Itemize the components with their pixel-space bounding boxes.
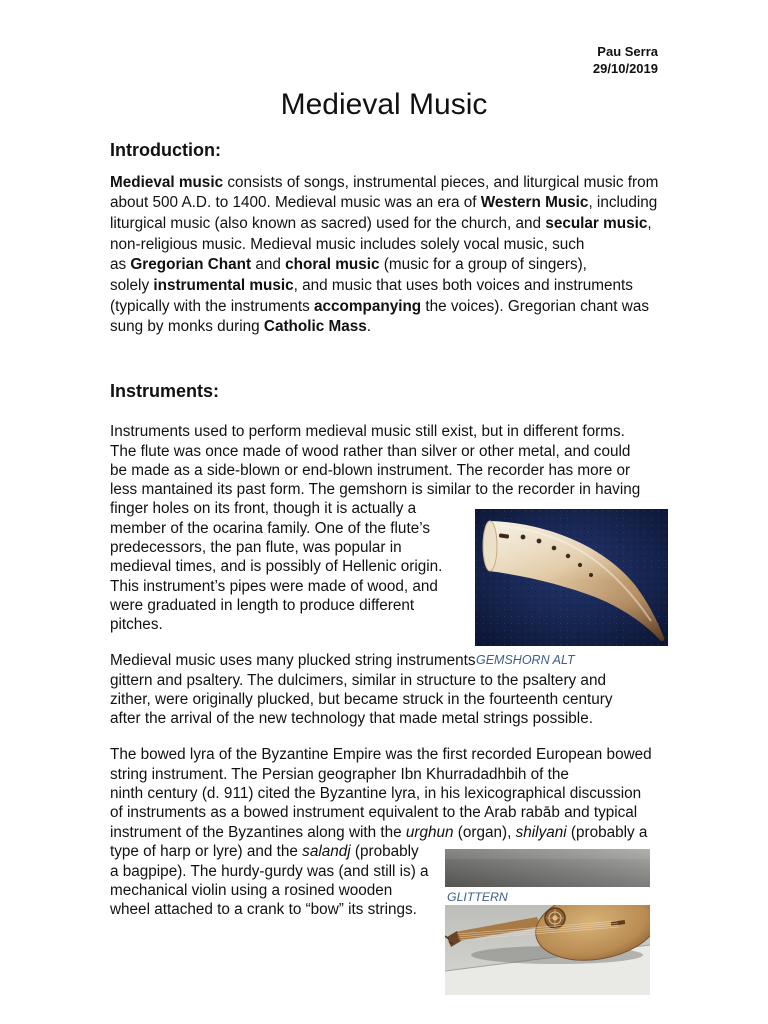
section-heading-instruments: Instruments: bbox=[110, 381, 220, 401]
text-line bbox=[110, 690, 613, 709]
text-line bbox=[110, 823, 652, 842]
text-run: mechanical violin using a rosined wooden bbox=[110, 881, 393, 899]
gemshorn-photo bbox=[475, 509, 668, 646]
text-run: were graduated in length to produce different bbox=[110, 596, 415, 614]
text-line bbox=[110, 461, 640, 480]
italic-text: urghun bbox=[405, 823, 454, 841]
text-run: sung by monks during bbox=[110, 318, 264, 336]
glittern-photo bbox=[445, 905, 650, 995]
document-date: 29/10/2019 bbox=[592, 61, 658, 76]
author-name: Pau Serra bbox=[597, 44, 658, 59]
text-run: (music for a group of singers), bbox=[379, 256, 587, 274]
text-run: solely bbox=[110, 277, 154, 295]
bold-text: secular music bbox=[545, 214, 648, 232]
document-header bbox=[593, 43, 658, 77]
text-run: liturgical music (also known as sacred) used for the church, and bbox=[110, 214, 546, 232]
text-run: , bbox=[647, 214, 652, 232]
text-line bbox=[110, 317, 658, 338]
bold-text: instrumental music bbox=[153, 277, 294, 295]
text-run: and bbox=[251, 256, 286, 274]
text-line bbox=[110, 214, 658, 235]
introduction-paragraph bbox=[110, 173, 658, 339]
text-run: (typically with the instruments bbox=[110, 297, 315, 315]
text-run: (probably a bbox=[566, 823, 648, 841]
text-line bbox=[110, 671, 613, 690]
text-run: the voices). Gregorian chant was bbox=[421, 297, 650, 315]
text-line bbox=[110, 803, 652, 822]
text-run: as bbox=[110, 256, 131, 274]
text-run: (probably bbox=[350, 843, 419, 861]
text-run: string instrument. The Persian geographer Ibn Khurradadhbih of the bbox=[110, 765, 569, 783]
sound-rose bbox=[545, 908, 565, 928]
italic-text: shilyani bbox=[515, 823, 567, 841]
text-run: predecessors, the pan flute, was popular in bbox=[110, 539, 402, 557]
text-line bbox=[110, 276, 658, 297]
text-run: This instrument’s pipes were made of wood, and bbox=[110, 577, 438, 595]
text-line bbox=[110, 765, 652, 784]
text-run: about 500 A.D. to 1400. Medieval music was an era of bbox=[110, 194, 481, 212]
figure-caption-gemshorn: GEMSHORN ALT bbox=[476, 652, 575, 667]
text-run: The bowed lyra of the Byzantine Empire was the first recorded European bowed bbox=[110, 746, 652, 764]
text-run: The flute was once made of wood rather than silver or other metal, and could bbox=[110, 442, 631, 460]
text-line bbox=[110, 193, 658, 214]
text-run: gittern and psaltery. The dulcimers, similar in structure to the psaltery and bbox=[110, 671, 606, 689]
text-run: less mantained its past form. The gemshorn is similar to the recorder in having bbox=[110, 481, 641, 499]
text-run: pitches. bbox=[110, 616, 163, 634]
text-line bbox=[110, 255, 658, 276]
text-run: consists of songs, instrumental pieces, and liturgical music from bbox=[223, 173, 659, 191]
text-run: Instruments used to perform medieval music still exist, but in different forms. bbox=[110, 423, 625, 441]
bold-text: accompanying bbox=[314, 297, 422, 315]
text-run: type of harp or lyre) and the bbox=[110, 843, 303, 861]
text-line bbox=[110, 442, 640, 461]
text-run: instrument of the Byzantines along with the bbox=[110, 823, 406, 841]
text-run: member of the ocarina family. One of the flute’s bbox=[110, 519, 430, 537]
text-line bbox=[110, 422, 640, 441]
bold-text: Western Music bbox=[480, 194, 589, 212]
text-run: medieval times, and is possibly of Hellenic origin. bbox=[110, 558, 443, 576]
text-line bbox=[110, 709, 613, 728]
text-run: finger holes on its front, though it is actually a bbox=[110, 500, 417, 518]
text-line bbox=[110, 235, 658, 256]
text-run: non-religious music. Medieval music includes solely vocal music, such bbox=[110, 235, 585, 253]
figure-caption-glittern: GLITTERN bbox=[447, 889, 508, 904]
glittern-photo-strip bbox=[445, 849, 650, 887]
text-line bbox=[110, 784, 652, 803]
text-run: a bagpipe). The hurdy-gurdy was (and still is) a bbox=[110, 862, 429, 880]
text-line bbox=[110, 745, 652, 764]
bold-text: Gregorian Chant bbox=[130, 256, 252, 274]
italic-text: salandj bbox=[302, 843, 351, 861]
bold-text: Medieval music bbox=[110, 173, 224, 191]
instruments-paragraph-bowed bbox=[110, 745, 652, 919]
text-line bbox=[110, 173, 658, 194]
text-run: (organ), bbox=[453, 823, 516, 841]
text-line bbox=[110, 480, 640, 499]
text-run: , and music that uses both voices and instruments bbox=[293, 277, 633, 295]
text-run: of instruments as a bowed instrument equivalent to the Arab rabāb and typical bbox=[110, 804, 638, 822]
page-title: Medieval Music bbox=[280, 88, 488, 121]
text-run: Medieval music uses many plucked string instruments bbox=[110, 652, 476, 670]
text-run: ninth century (d. 911) cited the Byzantine lyra, in his lexicographical discussion bbox=[110, 785, 642, 803]
section-heading-introduction: Introduction: bbox=[110, 140, 221, 160]
bold-text: choral music bbox=[285, 256, 380, 274]
text-run: after the arrival of the new technology that made metal strings possible. bbox=[110, 710, 593, 728]
text-run: wheel attached to a crank to “bow” its strings. bbox=[110, 901, 417, 919]
text-run: . bbox=[366, 318, 372, 336]
text-run: zither, were originally plucked, but became struck in the fourteenth century bbox=[110, 690, 613, 708]
bold-text: Catholic Mass bbox=[263, 318, 367, 336]
text-run: , including bbox=[588, 194, 658, 212]
text-run: be made as a side-blown or end-blown instrument. The recorder has more or bbox=[110, 461, 631, 479]
text-line bbox=[110, 297, 658, 318]
